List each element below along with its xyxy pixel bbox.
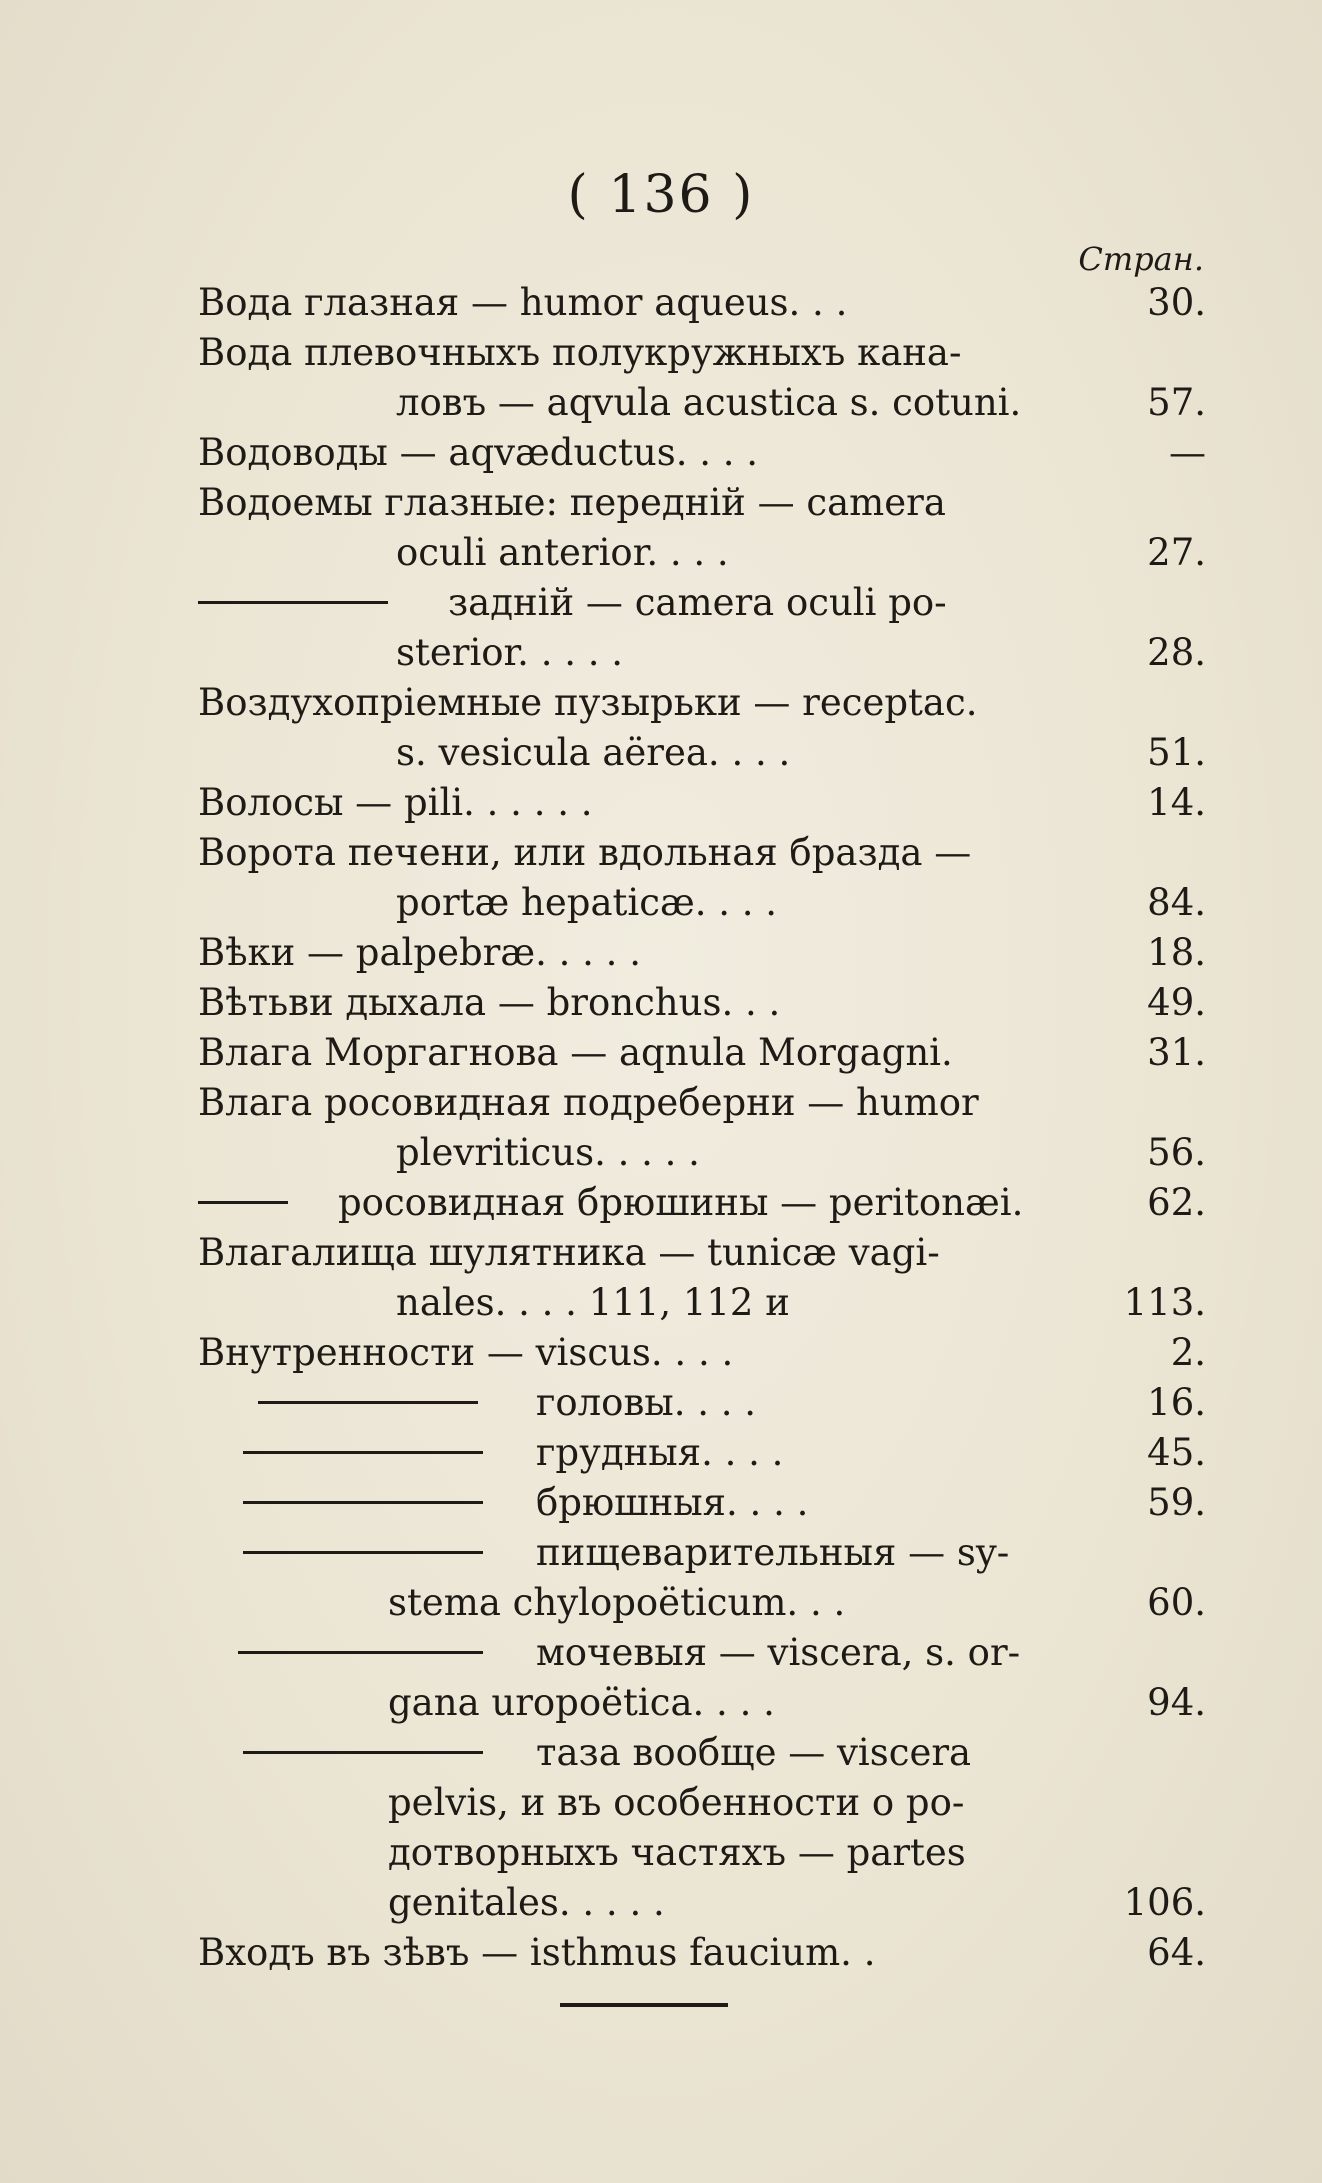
index-entry (198, 1728, 1206, 1778)
index-entry (198, 1428, 1206, 1478)
entry-page: 56. (1147, 1131, 1206, 1174)
entry-page: 62. (1147, 1181, 1206, 1224)
index-entry (198, 1028, 1206, 1078)
entry-text: Вода плевочныхъ полукружныхъ кана- (198, 331, 962, 374)
index-entry (198, 578, 1206, 628)
index-entry (198, 978, 1206, 1028)
index-entry (198, 928, 1206, 978)
entry-page: 106. (1123, 1881, 1206, 1924)
index-entry (198, 1278, 1206, 1328)
page-column-label: Стран. (1078, 240, 1204, 278)
index-entry (198, 328, 1206, 378)
entry-text: gana uropoëtica. . . . (388, 1681, 775, 1724)
index-entry (198, 678, 1206, 728)
ditto-dash (198, 578, 388, 628)
entry-page: 45. (1147, 1431, 1206, 1474)
entry-page: 64. (1147, 1931, 1206, 1974)
index-entry (198, 1628, 1206, 1678)
index-entry (198, 878, 1206, 928)
entry-text: oculi anterior. . . . (396, 531, 729, 574)
page-number-header: ( 136 ) (567, 165, 755, 225)
index-entry (198, 1878, 1206, 1928)
entry-page: 30. (1147, 281, 1206, 324)
entry-text: таза вообще — viscera (536, 1731, 972, 1774)
entry-text: portæ hepaticæ. . . . (396, 881, 778, 924)
entry-text: Влагалища шулятника — tunicæ vagi- (198, 1231, 940, 1274)
entry-page: 28. (1147, 631, 1206, 674)
entry-text: дотворныхъ частяхъ — partes (388, 1831, 966, 1874)
ditto-dash (243, 1728, 483, 1778)
entry-page: 60. (1147, 1581, 1206, 1624)
entry-text: мочевыя — viscera, s. or- (536, 1631, 1021, 1674)
entry-text: Вода глазная — humor aqueus. . . (198, 281, 848, 324)
index-entry (198, 528, 1206, 578)
ditto-dash (243, 1478, 483, 1528)
ditto-dash (243, 1528, 483, 1578)
entry-text: задній — camera oculi po- (448, 581, 947, 624)
index-entry (198, 428, 1206, 478)
entry-text: sterior. . . . . (396, 631, 624, 674)
entry-text: Влага росовидная подреберни — humor (198, 1081, 979, 1124)
entry-text: головы. . . . (536, 1381, 757, 1424)
ditto-dash (243, 1428, 483, 1478)
entry-text: Водоемы глазные: передній — camera (198, 481, 946, 524)
entry-page: 2. (1170, 1331, 1206, 1374)
entry-text: Влага Моргагнова — aqnula Morgagni. (198, 1031, 953, 1074)
entry-page: 31. (1147, 1031, 1206, 1074)
ditto-dash (258, 1378, 478, 1428)
entry-page: 51. (1147, 731, 1206, 774)
entry-page: 18. (1147, 931, 1206, 974)
index-entry (198, 1328, 1206, 1378)
index-entry (198, 1828, 1206, 1878)
index-entry (198, 1928, 1206, 1978)
entry-text: грудныя. . . . (536, 1431, 784, 1474)
entry-text: plevriticus. . . . . (396, 1131, 700, 1174)
index-entry (198, 1478, 1206, 1528)
ditto-dash (238, 1628, 483, 1678)
entry-text: ловъ — aqvula acustica s. cotuni. (396, 381, 1022, 424)
index-entry (198, 1378, 1206, 1428)
entry-text: брюшныя. . . . (536, 1481, 809, 1524)
entry-page: 27. (1147, 531, 1206, 574)
index-entry (198, 1678, 1206, 1728)
index-entry (198, 628, 1206, 678)
ditto-dash (198, 1178, 288, 1228)
index-entry (198, 478, 1206, 528)
entry-text: stema chylopoëticum. . . (388, 1581, 846, 1624)
index-entry (198, 1128, 1206, 1178)
entry-text: Вѣки — palpebræ. . . . . (198, 931, 641, 974)
entry-text: Воздухопріемные пузырьки — receptac. (198, 681, 978, 724)
entry-page: 16. (1147, 1381, 1206, 1424)
entry-text: s. vesicula aërea. . . . (396, 731, 791, 774)
closing-rule (560, 2003, 728, 2007)
index-entry (198, 1528, 1206, 1578)
index-entry (198, 1228, 1206, 1278)
index-entry (198, 778, 1206, 828)
entry-text: pelvis, и въ особенности о ро- (388, 1781, 965, 1824)
index-entry (198, 1578, 1206, 1628)
index-entry (198, 828, 1206, 878)
entry-page: 59. (1147, 1481, 1206, 1524)
entry-text: Волосы — pili. . . . . . (198, 781, 593, 824)
entry-page: 14. (1147, 781, 1206, 824)
entry-page: 94. (1147, 1681, 1206, 1724)
entry-text: nales. . . . 111, 112 и (396, 1281, 790, 1324)
index-entry (198, 1178, 1206, 1228)
entry-page: 57. (1147, 381, 1206, 424)
entry-text: Вѣтьви дыхала — bronchus. . . (198, 981, 781, 1024)
entry-page: 113. (1123, 1281, 1206, 1324)
index-entry (198, 728, 1206, 778)
entry-text: Ворота печени, или вдольная бразда — (198, 831, 972, 874)
index-entries (198, 278, 1206, 1978)
index-entry (198, 378, 1206, 428)
entry-page: 49. (1147, 981, 1206, 1024)
entry-page: — (1169, 431, 1206, 474)
index-entry (198, 1778, 1206, 1828)
index-entry (198, 1078, 1206, 1128)
entry-page: 84. (1147, 881, 1206, 924)
entry-text: Внутренности — viscus. . . . (198, 1331, 734, 1374)
entry-text: росовидная брюшины — peritonæi. (338, 1181, 1024, 1224)
entry-text: Водоводы — aqvæductus. . . . (198, 431, 759, 474)
entry-text: genitales. . . . . (388, 1881, 665, 1924)
entry-text: пищеварительныя — sy- (536, 1531, 1010, 1574)
entry-text: Входъ въ зѣвъ — isthmus faucium. . (198, 1931, 876, 1974)
index-entry (198, 278, 1206, 328)
